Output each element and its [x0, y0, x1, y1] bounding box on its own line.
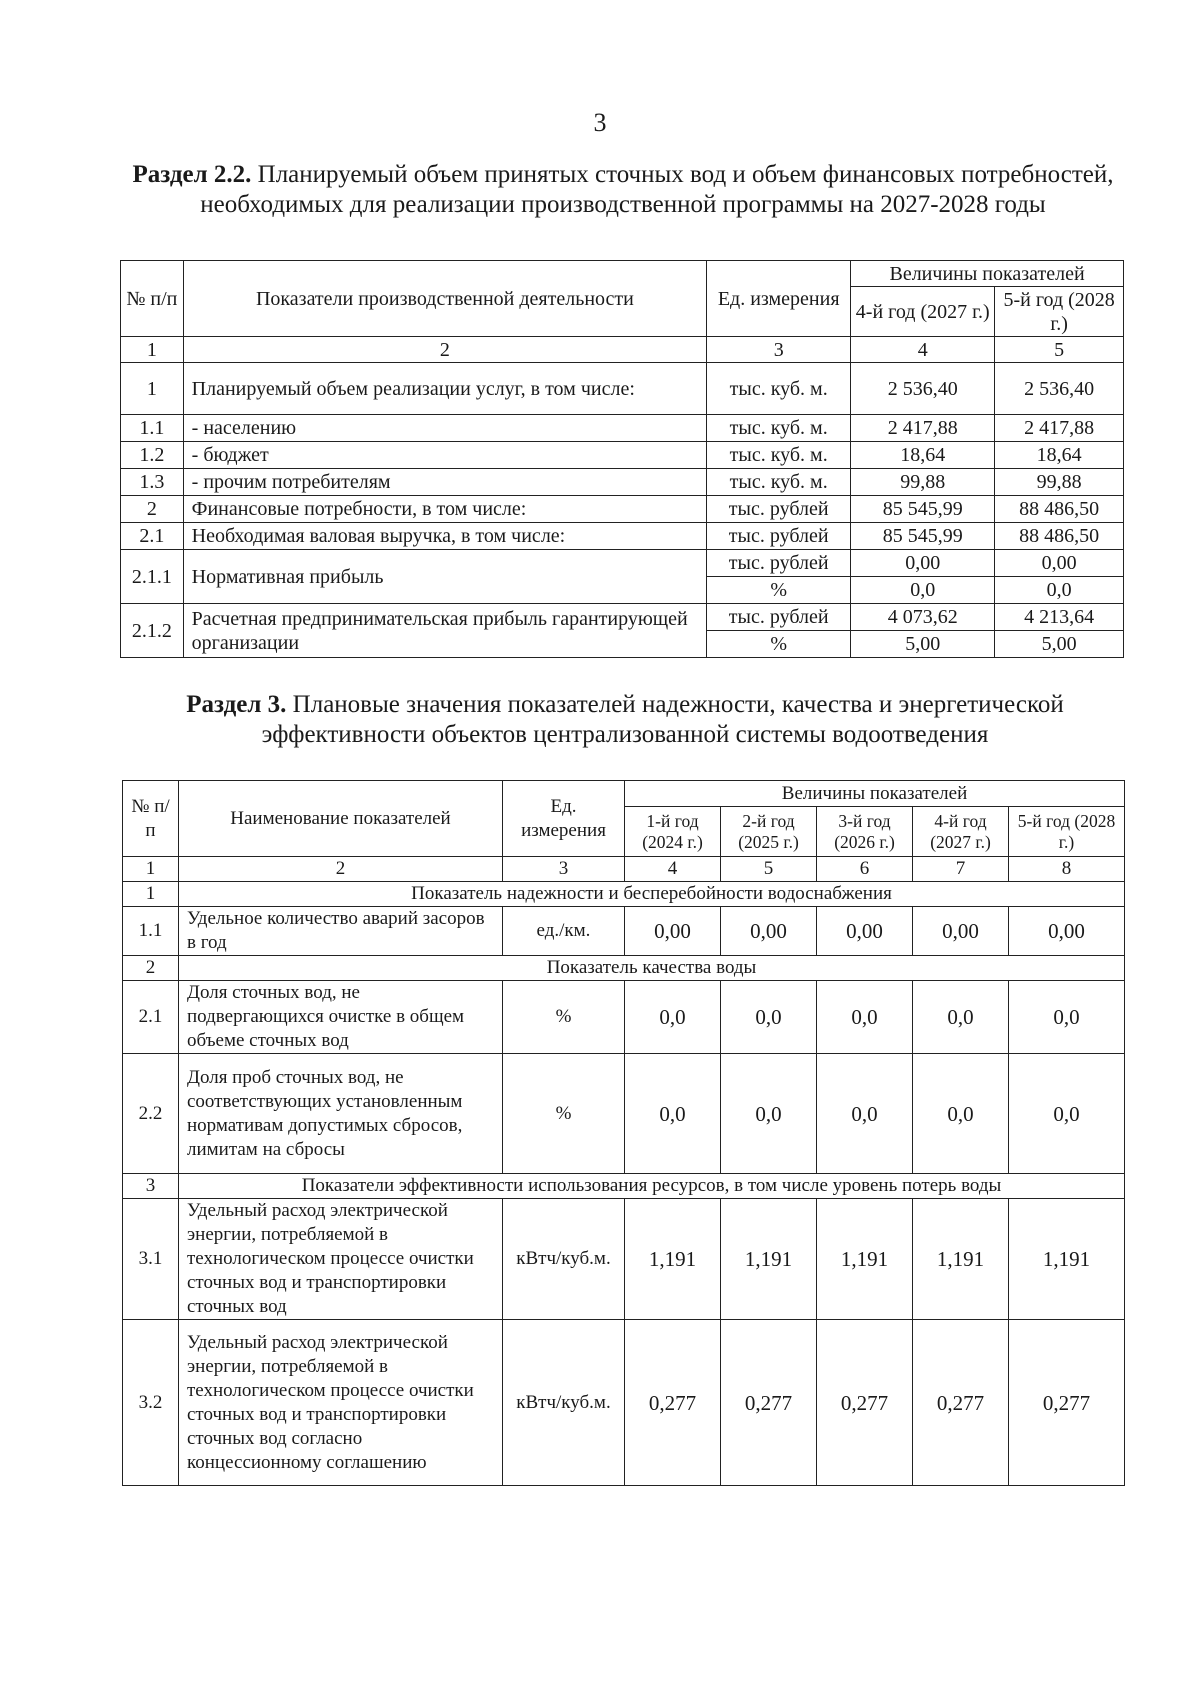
section-2-2-title-text: Планируемый объем принятых сточных вод и объем финансовых потребностей, необходимых для реализации производственной программы на 2027-2028 годы [200, 161, 1114, 218]
column-number: 3 [503, 857, 625, 882]
row-number: 2.1.2 [121, 604, 184, 658]
row-value: 0,00 [817, 907, 913, 956]
table-row [121, 523, 1124, 550]
reliability-indicators-table [122, 780, 1125, 1486]
row-number: 1.1 [123, 907, 179, 956]
row-value-2028: 88 486,50 [995, 523, 1124, 550]
row-indicator: Планируемый объем реализации услуг, в том числе: [183, 363, 706, 415]
row-unit: тыс. куб. м. [707, 469, 851, 496]
row-value: 0,0 [1009, 1054, 1125, 1174]
page-number: 3 [593, 108, 607, 137]
row-value-2028: 2 536,40 [995, 363, 1124, 415]
group-row [123, 956, 1125, 981]
row-value: 0,0 [913, 981, 1009, 1054]
row-value-2028: 88 486,50 [995, 496, 1124, 523]
row-value-2027: 5,00 [851, 631, 995, 658]
row-number: 1.3 [121, 469, 184, 496]
column-number: 5 [721, 857, 817, 882]
group-title: Показатель надежности и бесперебойности водоснабжения [179, 882, 1125, 907]
row-value: 1,191 [1009, 1199, 1125, 1320]
row-value: 0,277 [913, 1320, 1009, 1486]
row-value-2028: 99,88 [995, 469, 1124, 496]
header-unit: Ед. измерения [707, 261, 851, 337]
row-number: 3.1 [123, 1199, 179, 1320]
column-number: 7 [913, 857, 1009, 882]
row-value: 0,00 [721, 907, 817, 956]
table-row [121, 496, 1124, 523]
row-value-2028: 2 417,88 [995, 415, 1124, 442]
row-unit: тыс. рублей [707, 523, 851, 550]
row-value: 0,277 [817, 1320, 913, 1486]
table-row [121, 415, 1124, 442]
header-year: 2-й год (2025 г.) [721, 807, 817, 857]
group-row [123, 1174, 1125, 1199]
row-number: 2.1 [123, 981, 179, 1054]
group-number: 1 [123, 882, 179, 907]
row-indicator: Доля сточных вод, не подвергающихся очистке в общем объеме сточных вод [179, 981, 503, 1054]
header-year: 5-й год (2028 г.) [1009, 807, 1125, 857]
header-year: 4-й год (2027 г.) [913, 807, 1009, 857]
row-unit: тыс. рублей [707, 496, 851, 523]
row-number: 2.1 [121, 523, 184, 550]
table-row [123, 981, 1125, 1054]
row-number: 1 [121, 363, 184, 415]
row-value: 1,191 [913, 1199, 1009, 1320]
row-value: 1,191 [625, 1199, 721, 1320]
header-num: № п/п [123, 781, 179, 857]
row-value-2028: 18,64 [995, 442, 1124, 469]
row-unit: % [503, 1054, 625, 1174]
column-number: 4 [625, 857, 721, 882]
column-number: 1 [123, 857, 179, 882]
row-unit: тыс. куб. м. [707, 415, 851, 442]
column-number: 1 [121, 337, 184, 363]
row-number: 2.1.1 [121, 550, 184, 604]
table-row [121, 469, 1124, 496]
row-value: 0,277 [1009, 1320, 1125, 1486]
row-value-2027: 4 073,62 [851, 604, 995, 631]
row-value-2028: 4 213,64 [995, 604, 1124, 631]
row-value: 0,0 [721, 981, 817, 1054]
row-value: 0,0 [1009, 981, 1125, 1054]
row-value: 0,00 [625, 907, 721, 956]
row-number: 3.2 [123, 1320, 179, 1486]
row-value-2028: 0,0 [995, 577, 1124, 604]
header-year: 1-й год (2024 г.) [625, 807, 721, 857]
row-value-2027: 85 545,99 [851, 496, 995, 523]
row-unit: тыс. рублей [707, 550, 851, 577]
row-unit: тыс. рублей [707, 604, 851, 631]
column-number: 4 [851, 337, 995, 363]
row-value: 0,0 [817, 1054, 913, 1174]
section-3-title [110, 690, 1140, 750]
table-row [121, 363, 1124, 415]
row-indicator: - бюджет [183, 442, 706, 469]
section-3-title-text: Плановые значения показателей надежности, качества и энергетической эффективности объектов централизованной системы водоотведения [261, 691, 1064, 748]
row-indicator: Удельный расход электрической энергии, потребляемой в технологическом процессе очистки сточных вод и транспортировки сточных вод согласно концессионному соглашению [179, 1320, 503, 1486]
row-value-2028: 0,00 [995, 550, 1124, 577]
table-row [123, 1054, 1125, 1174]
header-year-4: 4-й год (2027 г.) [851, 287, 995, 337]
row-indicator: Удельный расход электрической энергии, потребляемой в технологическом процессе очистки сточных вод и транспортировки сточных вод [179, 1199, 503, 1320]
row-value-2027: 0,00 [851, 550, 995, 577]
group-number: 2 [123, 956, 179, 981]
row-unit: кВтч/куб.м. [503, 1199, 625, 1320]
section-2-2-title [118, 160, 1128, 220]
row-value-2027: 0,0 [851, 577, 995, 604]
group-title: Показатель качества воды [179, 956, 1125, 981]
row-unit: % [707, 577, 851, 604]
row-indicator: Удельное количество аварий засоров в год [179, 907, 503, 956]
row-value: 0,0 [913, 1054, 1009, 1174]
column-number: 2 [183, 337, 706, 363]
group-title: Показатели эффективности использования ресурсов, в том числе уровень потерь воды [179, 1174, 1125, 1199]
table-row [123, 1199, 1125, 1320]
row-value-2027: 99,88 [851, 469, 995, 496]
row-indicator: Расчетная предпринимательская прибыль гарантирующей организации [183, 604, 706, 658]
table-row [123, 907, 1125, 956]
production-volume-table [120, 260, 1124, 658]
column-number: 2 [179, 857, 503, 882]
row-value: 0,277 [721, 1320, 817, 1486]
row-value-2027: 85 545,99 [851, 523, 995, 550]
row-indicator: Доля проб сточных вод, не соответствующих установленным нормативам допустимых сбросов, лимитам на сбросы [179, 1054, 503, 1174]
header-values: Величины показателей [851, 261, 1124, 287]
column-number: 5 [995, 337, 1124, 363]
group-number: 3 [123, 1174, 179, 1199]
row-number: 1.1 [121, 415, 184, 442]
header-num: № п/п [121, 261, 184, 337]
row-unit: % [707, 631, 851, 658]
row-value: 0,0 [817, 981, 913, 1054]
row-indicator: Нормативная прибыль [183, 550, 706, 604]
column-number: 3 [707, 337, 851, 363]
section-2-2-label: Раздел 2.2. [132, 161, 252, 188]
column-number: 6 [817, 857, 913, 882]
row-unit: тыс. куб. м. [707, 442, 851, 469]
header-indicator: Наименование показателей [179, 781, 503, 857]
row-indicator: Финансовые потребности, в том числе: [183, 496, 706, 523]
row-indicator: - прочим потребителям [183, 469, 706, 496]
row-value: 0,0 [625, 1054, 721, 1174]
row-value-2027: 2 417,88 [851, 415, 995, 442]
section-3-label: Раздел 3. [186, 691, 287, 718]
table-row [121, 442, 1124, 469]
row-number: 1.2 [121, 442, 184, 469]
table-row [121, 550, 1124, 577]
row-unit: тыс. куб. м. [707, 363, 851, 415]
row-indicator: Необходимая валовая выручка, в том числе: [183, 523, 706, 550]
row-value: 0,00 [913, 907, 1009, 956]
row-value: 0,0 [625, 981, 721, 1054]
header-values: Величины показателей [625, 781, 1125, 807]
row-unit: ед./км. [503, 907, 625, 956]
header-year: 3-й год (2026 г.) [817, 807, 913, 857]
row-value: 1,191 [721, 1199, 817, 1320]
table-row [123, 1320, 1125, 1486]
row-value: 1,191 [817, 1199, 913, 1320]
header-indicator: Показатели производственной деятельности [183, 261, 706, 337]
header-unit: Ед. измерения [503, 781, 625, 857]
column-number: 8 [1009, 857, 1125, 882]
row-number: 2 [121, 496, 184, 523]
row-indicator: - населению [183, 415, 706, 442]
row-unit: % [503, 981, 625, 1054]
row-value-2027: 18,64 [851, 442, 995, 469]
row-value-2028: 5,00 [995, 631, 1124, 658]
row-value: 0,277 [625, 1320, 721, 1486]
row-number: 2.2 [123, 1054, 179, 1174]
table-row [121, 604, 1124, 631]
header-year-5: 5-й год (2028 г.) [995, 287, 1124, 337]
row-value-2027: 2 536,40 [851, 363, 995, 415]
row-value: 0,00 [1009, 907, 1125, 956]
row-value: 0,0 [721, 1054, 817, 1174]
group-row [123, 882, 1125, 907]
row-unit: кВтч/куб.м. [503, 1320, 625, 1486]
